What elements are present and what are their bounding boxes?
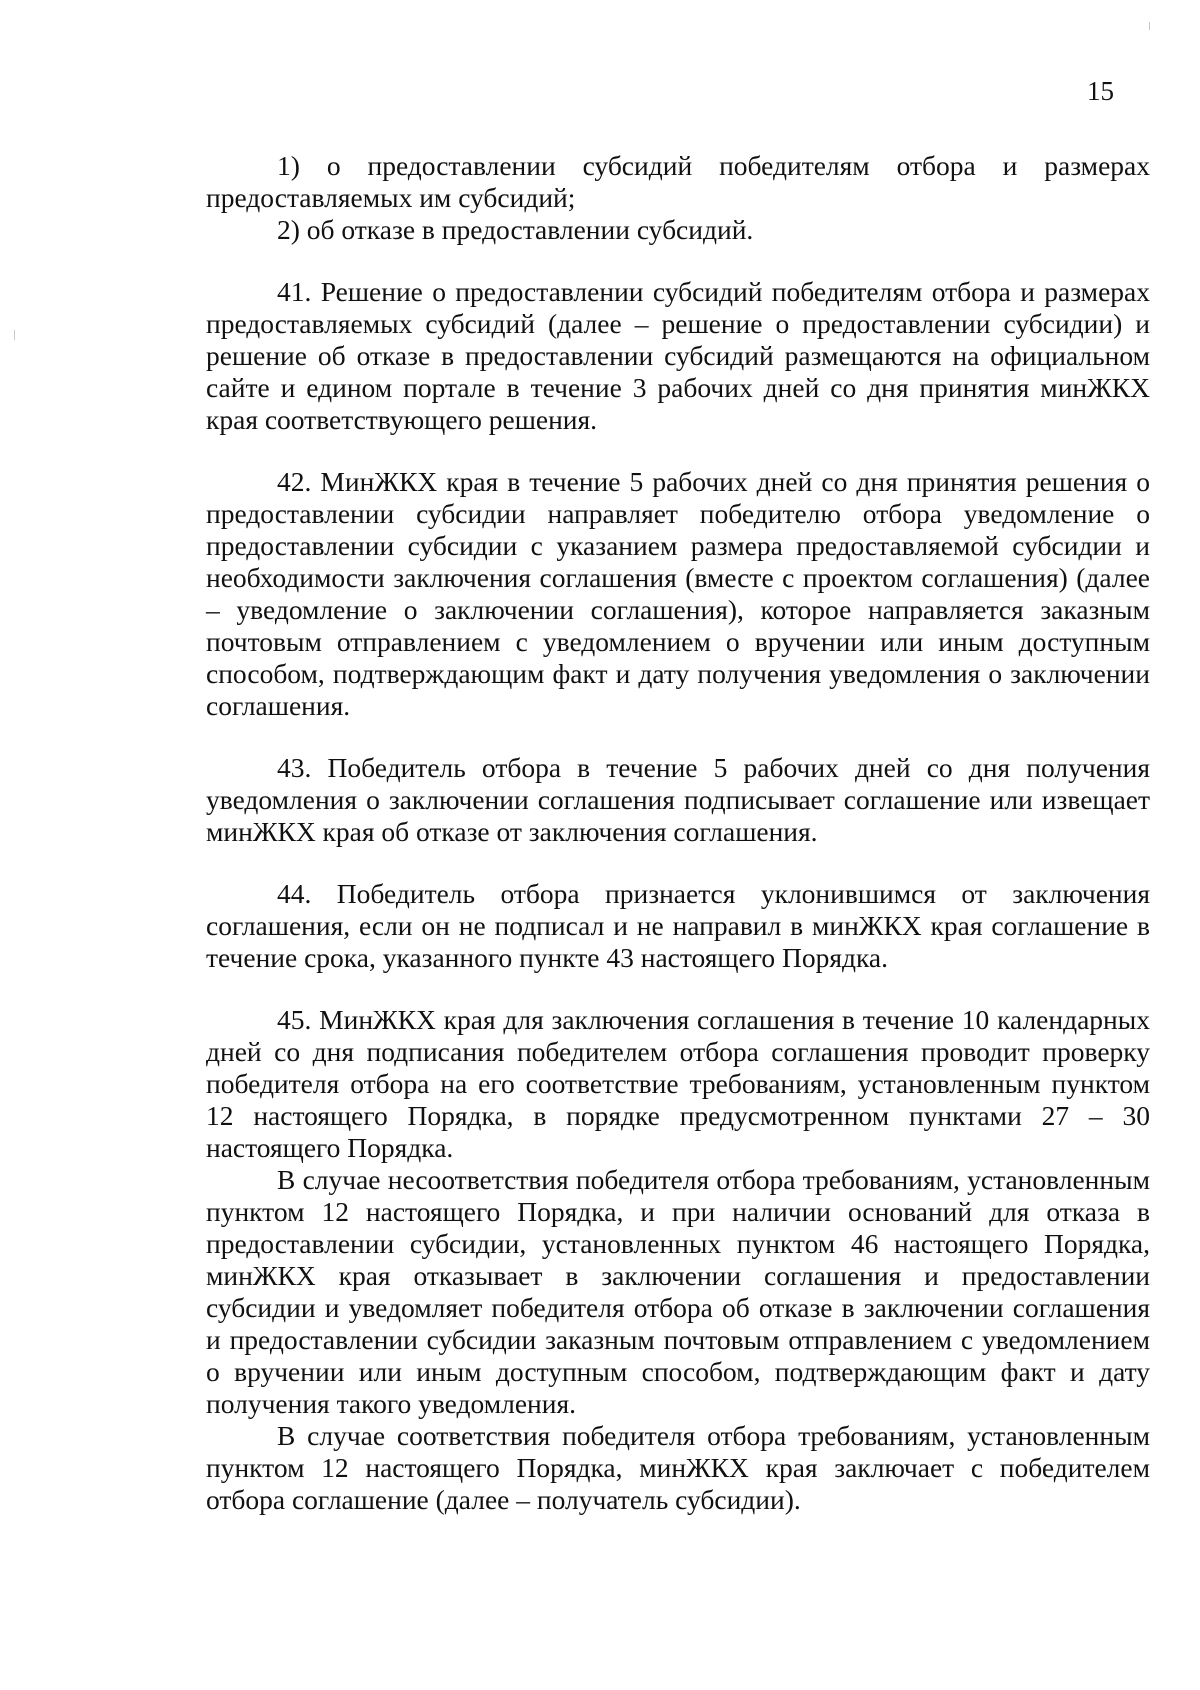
page-number: 15 — [1087, 76, 1114, 106]
paragraph-1: 1) о предоставлении субсидий победителям отбора и размерах предоставляемых им субсидий; — [206, 150, 1150, 213]
paragraph-44: 44. Победитель отбора признается уклонившимся от заключения соглашения, если он не подписал и не направил в минЖКХ края соглашение в течение срока, указанного пункте 43 настоящего Порядка. — [206, 878, 1150, 973]
paragraph-2: 2) об отказе в предоставлении субсидий. — [277, 214, 754, 245]
paragraph-43: 43. Победитель отбора в течение 5 рабочих дней со дня получения уведомления о заключении соглашения подписывает соглашение или извещает минЖКХ края об отказе от заключения соглашения. — [206, 752, 1150, 847]
paragraph-41: 41. Решение о предоставлении субсидий победителям отбора и размерах предоставляемых субсидий (далее – решение о предоставлении субсидии) и решение об отказе в предоставлении субсидий размещаются на официальном сайте и едином портале в течение 3 рабочих дней со дня принятия минЖКХ края соответствующего решения. — [206, 276, 1150, 435]
paragraph-42: 42. МинЖКХ края в течение 5 рабочих дней со дня принятия решения о предоставлении субсидии направляет победителю отбора уведомление о предоставлении субсидии с указанием размера предоставляемой субсидии и необходимости заключения соглашения (вместе с проектом соглашения) (далее – уведомление о заключении соглашения), которое направляется заказным почтовым отправлением с уведомлением о вручении или иным доступным способом, подтверждающим факт и дату получения уведомления о заключении соглашения. — [206, 466, 1150, 721]
paragraph-45: 45. МинЖКХ края для заключения соглашения в течение 10 календарных дней со дня подписания победителем отбора соглашения проводит проверку победителя отбора на его соответствие требованиям, установленным пунктом 12 настоящего Порядка, в порядке предусмотренном пунктами 27 – 30 настоящего Порядка. — [206, 1004, 1150, 1163]
paragraph-45-compliance: В случае соответствия победителя отбора требованиям, установленным пунктом 12 настоящего Порядка, минЖКХ края заключает с победителем отбора соглашение (далее – получатель субсидии). — [206, 1420, 1150, 1515]
scan-artifact-left — [14, 330, 15, 340]
scan-artifact-top — [1149, 22, 1150, 30]
paragraph-45-noncompliance: В случае несоответствия победителя отбора требованиям, установленным пунктом 12 настоящего Порядка, и при наличии оснований для отказа в предоставлении субсидии, установленных пунктом 46 настоящего Порядка, минЖКХ края отказывает в заключении соглашения и предоставлении субсидии и уведомляет победителя отбора об отказе в заключении соглашения и предоставлении субсидии заказным почтовым отправлением с уведомлением о вручении или иным доступным способом, подтверждающим факт и дату получения такого уведомления. — [206, 1164, 1150, 1419]
document-body — [206, 150, 1150, 1516]
